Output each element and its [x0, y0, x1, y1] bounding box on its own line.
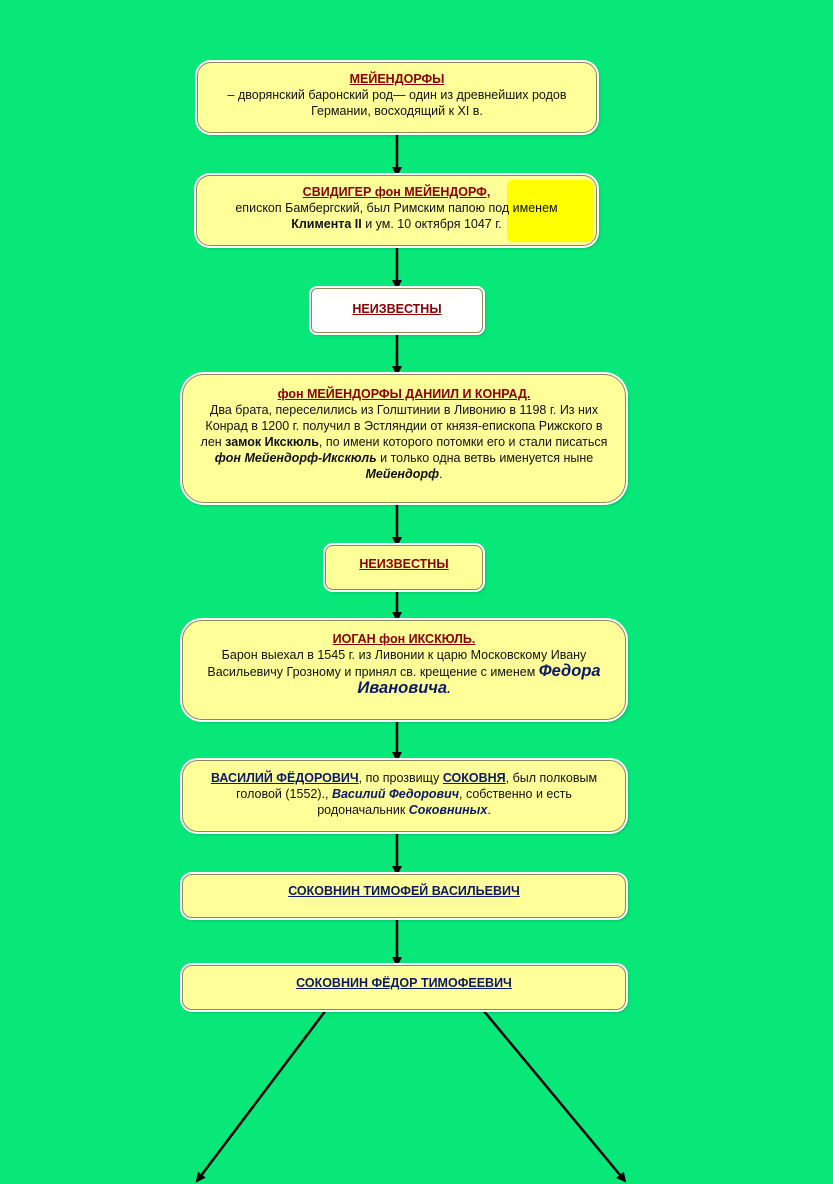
node4-surname: фон Мейендорф-Икскюль [214, 451, 377, 465]
node5-title: НЕИЗВЕСТНЫ [359, 557, 449, 571]
node7-family: Соковниных [408, 803, 488, 817]
node6-title: ИОГАН фон ИКСКЮЛЬ. [332, 632, 476, 646]
node7-name: Василий Федорович [331, 787, 459, 801]
node-daniil-konrad [182, 374, 626, 503]
node3-title: НЕИЗВЕСТНЫ [352, 302, 442, 316]
node9-title: СОКОВНИН ФЁДОР ТИМОФЕЕВИЧ [296, 976, 512, 990]
arrow-9-right [483, 1010, 625, 1181]
node-timofey [182, 874, 626, 918]
node4-text: Два брата, переселились из Голштинии в Ливонию в 1198 г. Из них Конрад в 1200 г. получил в Эстляндии от князя-епископа Рижского в лен замок Икскюль, по имени которого потомки его и стали писаться фон Мейендорф-Икскюль и только одна ветвь именуется ныне Мейендорф. [200, 403, 608, 481]
node2-bold-name: Климента II [291, 217, 362, 231]
node-unknown-2 [325, 545, 483, 590]
node-iogan [182, 620, 626, 720]
node-fedor [182, 965, 626, 1010]
node4-branch: Мейендорф [365, 467, 440, 481]
node6-baptism-name: Федора Ивановича [357, 662, 601, 697]
node7-title: ВАСИЛИЙ ФЁДОРОВИЧ [210, 771, 359, 785]
arrow-9-left [197, 1010, 326, 1181]
node-vasiliy [182, 760, 626, 832]
node2-title: СВИДИГЕР фон МЕЙЕНДОРФ, [302, 185, 491, 199]
node-meyendorf-family [197, 62, 597, 133]
node1-text: – дворянский баронский род— один из древнейших родов Германии, восходящий к XI в. [227, 88, 567, 118]
node-unknown-1 [311, 288, 483, 333]
node-svidiger [196, 175, 597, 246]
node2-text: епископ Бамбергский, был Римским папою под именем Климента II и ум. 10 октября 1047 г. [235, 201, 558, 231]
node4-title: фон МЕЙЕНДОРФЫ ДАНИИЛ И КОНРАД. [277, 387, 531, 401]
node4-castle: замок Икскюль [225, 435, 319, 449]
node7-nickname: СОКОВНЯ [442, 771, 506, 785]
node6-text: Барон выехал в 1545 г. из Ливонии к царю Московскому Ивану Васильевичу Грозному и принял св. крещение с именем Федора Ивановича. [207, 648, 601, 697]
node7-text: ВАСИЛИЙ ФЁДОРОВИЧ, по прозвищу СОКОВНЯ, был полковым головой (1552)., Василий Федорович, собственно и есть родоначальник Соковниных. [210, 771, 598, 817]
node8-title: СОКОВНИН ТИМОФЕЙ ВАСИЛЬЕВИЧ [288, 884, 520, 898]
node1-title: МЕЙЕНДОРФЫ [349, 72, 445, 86]
